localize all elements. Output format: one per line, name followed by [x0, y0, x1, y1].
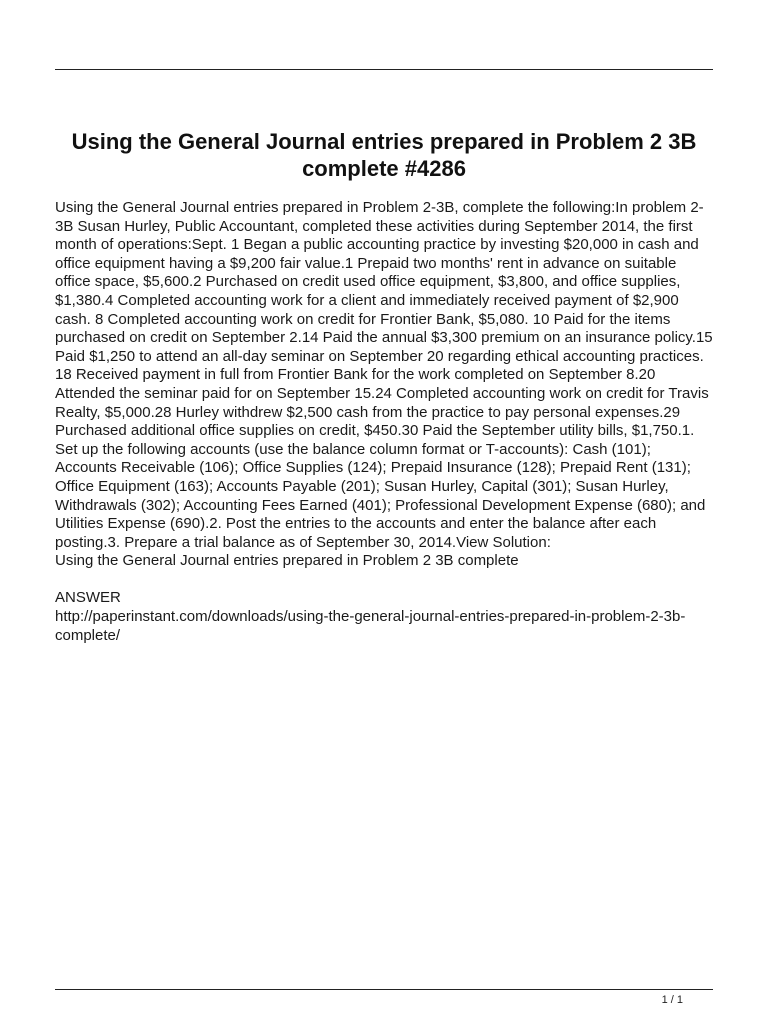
answer-label: ANSWER	[55, 589, 121, 607]
answer-link[interactable]: http://paperinstant.com/downloads/using-the-general-journal-entries-prepared-in-problem-2-3b-complete/	[55, 608, 686, 644]
footer-divider	[55, 989, 713, 990]
paragraph-spacer	[55, 571, 713, 590]
problem-text: Using the General Journal entries prepared in Problem 2-3B, complete the following:In problem 2-3B Susan Hurley, Public Accountant, completed these activities during September 2014, the first month of operations:Sept. 1 Began a public accounting practice by investing $20,000 in cash and office equipment having a $9,200 fair value.1 Prepaid two months' rent in advance on suitable office space, $5,600.2 Purchased on credit used office equipment, $3,800, and office supplies, $1,380.4 Completed accounting work for a client and immediately received payment of $2,900 cash. 8 Completed accounting work on credit for Frontier Bank, $5,080. 10 Paid for the items purchased on credit on September 2.14 Paid the annual $3,300 premium on an insurance policy.15 Paid $1,250 to attend an all-day seminar on September 20 regarding ethical accounting practices. 18 Received payment in full from Frontier Bank for the work completed on September 8.20 Attended the seminar paid for on September 15.24 Completed accounting work on credit for Travis Realty, $5,000.28 Hurley withdrew $2,500 cash from the practice to pay personal expenses.29 Purchased additional office supplies on credit, $450.30 Paid the September utility bills, $1,750.1. Set up the following accounts (use the balance column format or T-accounts): Cash (101); Accounts Receivable (106); Office Supplies (124); Prepaid Insurance (128); Prepaid Rent (131); Office Equipment (163); Accounts Payable (201); Susan Hurley, Capital (301); Susan Hurley, Withdrawals (302); Accounting Fees Earned (401); Professional Development Expense (680); and Utilities Expense (690).2. Post the entries to the accounts and enter the balance after each posting.3. Prepare a trial balance as of September 30, 2014.View Solution:	[55, 199, 713, 551]
document-title: Using the General Journal entries prepared in Problem 2 3B complete #4286	[71, 129, 697, 181]
document-body	[55, 199, 713, 645]
page-indicator: 1 / 1	[661, 994, 683, 1006]
header-divider	[55, 69, 713, 70]
solution-title-line: Using the General Journal entries prepared in Problem 2 3B complete	[55, 552, 519, 570]
